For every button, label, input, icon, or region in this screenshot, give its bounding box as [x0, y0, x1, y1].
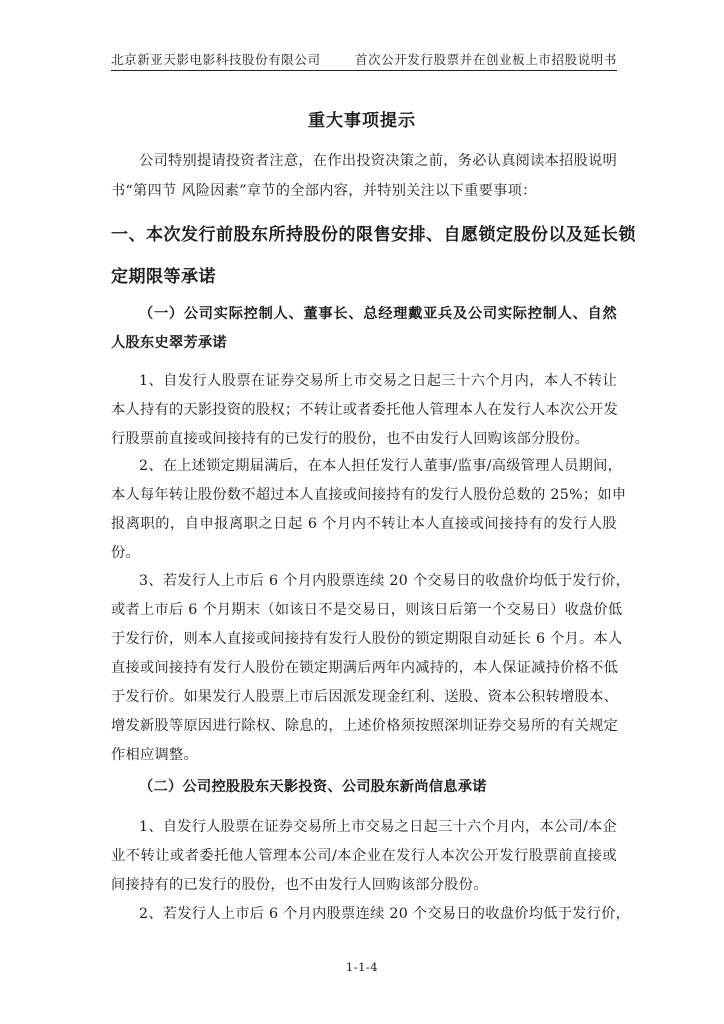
paragraph-line: 1、自发行人股票在证券交易所上市交易之日起三十六个月内，本人不转让: [139, 373, 617, 389]
page-number: 1-1-4: [345, 960, 379, 974]
paragraph-line: 于发行价。如果发行人股票上市后因派发现金红利、送股、资本公积转增股本、: [111, 689, 619, 705]
paragraph-line: 1、自发行人股票在证券交易所上市交易之日起三十六个月内，本公司/本企: [139, 819, 618, 835]
paragraph-line: 于发行价，则本人直接或间接持有发行人股份的锁定期限自动延长 6 个月。本人: [111, 631, 623, 647]
paragraph-line: 本人每年转让股份数不超过本人直接或间接持有的发行人股份总数的 25%；如申: [111, 487, 627, 503]
intro-line: 公司特别提请投资者注意，在作出投资决策之前，务必认真阅读本招股说明: [139, 153, 618, 169]
paragraph-line: 份。: [111, 545, 140, 561]
page-header: [111, 50, 617, 72]
paragraph-line: 作相应调整。: [111, 747, 198, 763]
section-heading: 定期限等承诺: [111, 267, 216, 287]
header-document-title: 首次公开发行股票并在创业板上市招股说明书: [354, 52, 617, 67]
header-rule: [111, 70, 617, 71]
paragraph-line: 直接或间接持有发行人股份在锁定期满后两年内减持的，本人保证减持价格不低: [111, 660, 619, 676]
paragraph-line: 行股票前直接或间接持有的已发行的股份，也不由发行人回购该部分股份。: [111, 431, 590, 447]
paragraph-line: 或者上市后 6 个月期末（如该日不是交易日，则该日后第一个交易日）收盘价低: [111, 602, 623, 618]
subsection-heading: （二）公司控股股东天影投资、公司股东新尚信息承诺: [139, 779, 487, 795]
paragraph-line: 业不转让或者委托他人管理本公司/本企业在发行人本次公开发行股票前直接或: [111, 848, 617, 864]
section-heading: 一、本次发行前股东所持股份的限售安排、自愿锁定股份以及延长锁: [111, 225, 636, 245]
paragraph-line: 本人持有的天影投资的股权；不转让或者委托他人管理本人在发行人本次公开发: [111, 402, 619, 418]
header-company-name: 北京新亚天影电影科技股份有限公司: [111, 52, 321, 67]
intro-line: 书“第四节 风险因素”章节的全部内容，并特别关注以下重要事项：: [111, 183, 537, 199]
paragraph-line: 间接持有的已发行的股份，也不由发行人回购该部分股份。: [111, 877, 488, 893]
paragraph-line: 报离职的，自申报离职之日起 6 个月内不转让本人直接或间接持有的发行人股: [111, 516, 617, 532]
paragraph-line: 增发新股等原因进行除权、除息的，上述价格须按照深圳证券交易所的有关规定: [111, 718, 619, 734]
subsection-heading: （一）公司实际控制人、董事长、总经理戴亚兵及公司实际控制人、自然: [139, 306, 617, 322]
paragraph-line: 3、若发行人上市后 6 个月内股票连续 20 个交易日的收盘价均低于发行价，: [139, 573, 631, 589]
page-title: 重大事项提示: [308, 111, 416, 131]
paragraph-line: 2、若发行人上市后 6 个月内股票连续 20 个交易日的收盘价均低于发行价，: [139, 906, 631, 922]
paragraph-line: 2、在上述锁定期届满后，在本人担任发行人董事/监事/高级管理人员期间，: [139, 458, 623, 474]
subsection-heading: 人股东史翠芳承诺: [111, 335, 227, 351]
